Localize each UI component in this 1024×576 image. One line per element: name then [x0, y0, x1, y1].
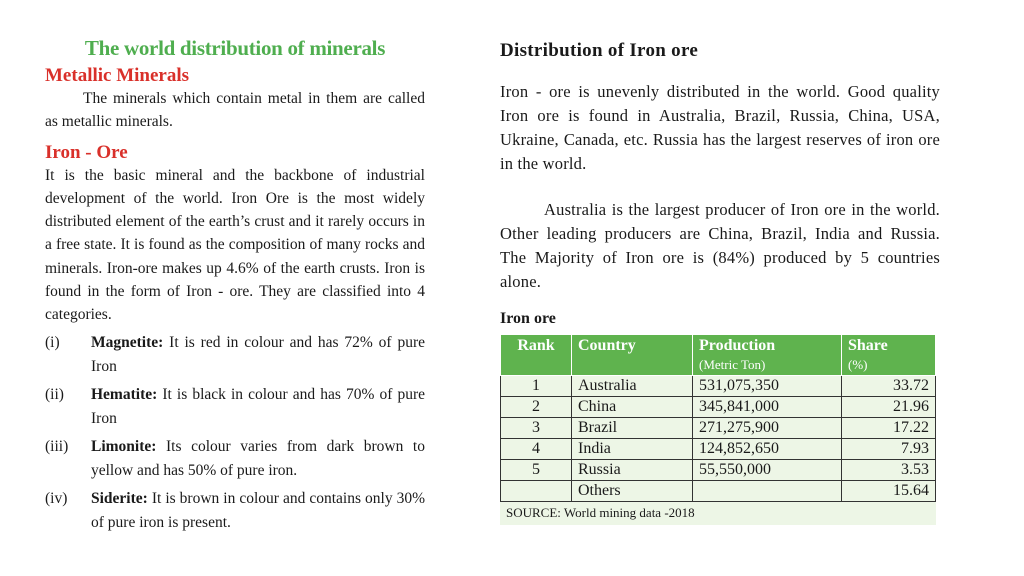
category-description: It is brown in colour and contains only 30% of pure iron is present.: [91, 489, 425, 532]
cell-production: 271,275,900: [693, 418, 842, 439]
cell-rank: 1: [501, 376, 572, 397]
category-item: [45, 331, 425, 380]
cell-share: 3.53: [842, 460, 936, 481]
cell-country: China: [572, 397, 693, 418]
cell-production: 55,550,000: [693, 460, 842, 481]
cell-country: Others: [572, 481, 693, 502]
header-production-label: Production: [699, 337, 776, 354]
table-row: [501, 481, 936, 502]
category-name: Limonite:: [91, 437, 157, 455]
cell-country: India: [572, 439, 693, 460]
table-header-row: [501, 335, 936, 376]
iron-ore-text: It is the basic mineral and the backbone of industrial development of the world. Iron Ore is the most widely distributed element of the earth’s crust and it rarely occurs in a free state. It is found as the composition of many rocks and minerals. Iron-ore makes up 4.6% of the earth crusts. Iron is found in the form of Iron - ore. They are classified into 4 categories.: [45, 166, 425, 324]
right-column: [500, 40, 940, 525]
category-description: Its colour varies from dark brown to yellow and has 50% of pure iron.: [91, 437, 425, 480]
table-title: Iron ore: [500, 310, 556, 327]
header-share-unit: (%): [848, 357, 868, 372]
iron-ore-categories: [45, 331, 425, 536]
cell-share: 7.93: [842, 439, 936, 460]
category-item: [45, 383, 425, 432]
category-name: Siderite:: [91, 489, 148, 507]
cell-share: 17.22: [842, 418, 936, 439]
distribution-heading: Distribution of Iron ore: [500, 40, 699, 61]
cell-rank: 3: [501, 418, 572, 439]
cell-production: 531,075,350: [693, 376, 842, 397]
metallic-minerals-heading: Metallic Minerals: [45, 65, 190, 86]
category-name: Magnetite:: [91, 333, 164, 351]
cell-country: Russia: [572, 460, 693, 481]
category-number: (iii): [45, 437, 69, 455]
cell-rank: 4: [501, 439, 572, 460]
cell-rank: 5: [501, 460, 572, 481]
category-item: [45, 435, 425, 484]
category-number: (iv): [45, 489, 68, 507]
iron-ore-table: [500, 334, 936, 502]
category-number: (ii): [45, 385, 64, 403]
cell-rank: 2: [501, 397, 572, 418]
table-row: [501, 460, 936, 481]
distribution-paragraph-2: Australia is the largest producer of Iron ore in the world. Other leading producers are China, Brazil, India and Russia. The Majority of Iron ore is (84%) produced by 5 countries alone.: [500, 200, 940, 291]
header-share-label: Share: [848, 337, 888, 354]
cell-production: 345,841,000: [693, 397, 842, 418]
category-number: (i): [45, 333, 60, 351]
cell-share: 33.72: [842, 376, 936, 397]
header-rank: Rank: [501, 335, 572, 376]
category-description: It is red in colour and has 72% of pure Iron: [91, 333, 425, 376]
table-row: [501, 439, 936, 460]
metallic-minerals-text: The minerals which contain metal in them are called as metallic minerals.: [45, 90, 425, 131]
header-share: [842, 335, 936, 376]
header-production: [693, 335, 842, 376]
cell-country: Brazil: [572, 418, 693, 439]
left-column: [45, 36, 425, 539]
table-source: SOURCE: World mining data -2018: [500, 502, 936, 525]
iron-ore-heading: Iron - Ore: [45, 141, 128, 163]
cell-share: 21.96: [842, 397, 936, 418]
table-row: [501, 376, 936, 397]
cell-rank: [501, 481, 572, 502]
category-item: [45, 487, 425, 536]
header-country: Country: [572, 335, 693, 376]
cell-production: [693, 481, 842, 502]
page-title: The world distribution of minerals: [84, 36, 386, 60]
cell-production: 124,852,650: [693, 439, 842, 460]
cell-country: Australia: [572, 376, 693, 397]
cell-share: 15.64: [842, 481, 936, 502]
table-row: [501, 418, 936, 439]
distribution-paragraph-1: Iron - ore is unevenly distributed in the world. Good quality Iron ore is found in Australia, Brazil, Russia, China, USA, Ukraine, Canada, etc. Russia has the largest reserves of iron ore in the world.: [500, 82, 940, 173]
category-name: Hematite:: [91, 385, 158, 403]
header-production-unit: (Metric Ton): [699, 357, 766, 372]
table-row: [501, 397, 936, 418]
category-description: It is black in colour and has 70% of pure Iron: [91, 385, 425, 428]
